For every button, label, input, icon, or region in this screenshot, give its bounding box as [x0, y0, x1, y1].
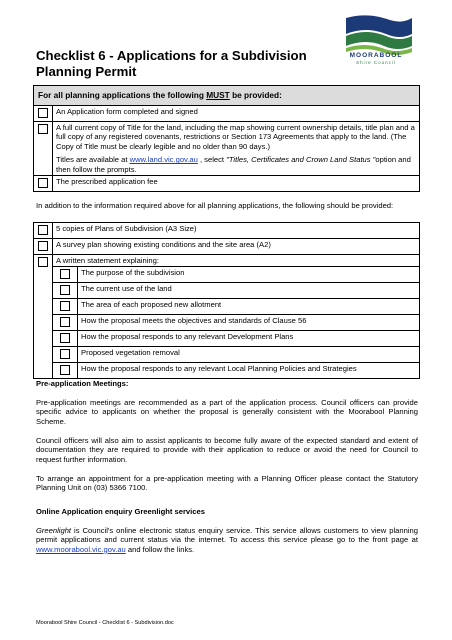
checkbox-cell	[53, 315, 78, 331]
sub-item-label: The current use of the land	[78, 283, 420, 299]
checkbox-cell	[53, 347, 78, 363]
titles-note-pre: Titles are available at	[56, 155, 130, 165]
title-line-2: Planning Permit	[36, 64, 137, 79]
sub-item-label: How the proposal responds to any relevant Local Planning Policies and Strategies	[78, 363, 420, 379]
list-item	[34, 122, 420, 176]
online-heading: Online Application enquiry Greenlight services	[36, 507, 205, 516]
checkbox[interactable]	[38, 225, 48, 235]
sub-item	[53, 347, 419, 363]
checkbox[interactable]	[38, 124, 48, 134]
checkbox-cell	[34, 176, 53, 192]
sub-item	[53, 315, 419, 331]
item-label: A survey plan showing existing conditions and the site area (A2)	[53, 239, 420, 255]
checkbox-cell	[34, 239, 53, 255]
checkbox-cell	[34, 223, 53, 239]
online-text-pre: is Council's online electronic status enquiry service. This service allows customers to view planning permit applications and current status via the internet. To access this service please go to the front page at	[36, 526, 418, 545]
checkbox-cell	[34, 106, 53, 122]
sub-item	[53, 283, 419, 299]
required-header-post: be provided:	[229, 90, 282, 100]
checkbox[interactable]	[60, 269, 70, 279]
checkbox-cell	[34, 255, 53, 379]
checkbox[interactable]	[60, 333, 70, 343]
checkbox-cell	[53, 299, 78, 315]
greenlight-italic: Greenlight	[36, 526, 72, 535]
statement-subchecklist	[53, 266, 419, 378]
titles-note-post: option and then follow the prompts.	[56, 155, 411, 174]
online-text-post: and follow the links.	[125, 544, 195, 554]
checkbox[interactable]	[38, 108, 48, 118]
land-vic-link[interactable]: www.land.vic.gov.au	[129, 155, 198, 165]
pre-app-paragraph-1: Pre-application meetings are recommended as a part of the application process. Council officers can provide specific advice to applicants on whether the proposal is generally consistent with the Moorabool Planning Scheme.	[36, 398, 418, 426]
checkbox[interactable]	[60, 317, 70, 327]
checkbox[interactable]	[38, 178, 48, 188]
checkbox[interactable]	[60, 301, 70, 311]
additional-intro: In addition to the information required above for all planning applications, the following should be provided:	[36, 201, 394, 210]
additional-checklist	[33, 222, 420, 379]
item-label: A written statement explaining:	[56, 256, 159, 265]
pre-app-heading: Pre-application Meetings:	[36, 379, 129, 388]
titles-note	[56, 155, 416, 174]
logo-tagline: Shire Council	[356, 60, 396, 65]
sub-item	[53, 363, 419, 379]
titles-note-mid: , select	[197, 155, 227, 165]
item-label: An Application form completed and signed	[53, 106, 420, 122]
title-item-text: A full current copy of Title for the land, including the map showing current ownership details, title plan and a full copy of any registered covenants, restrictions or Section 173 Agreements that apply to the land. (The Copy of Title must be clearly legible and no older than 90 days.)	[56, 123, 415, 151]
item-label: 5 copies of Plans of Subdivision (A3 Size)	[53, 223, 420, 239]
written-statement-cell	[53, 255, 420, 379]
list-item	[34, 106, 420, 122]
checkbox-cell	[34, 122, 53, 176]
sub-item	[53, 299, 419, 315]
sub-item	[53, 331, 419, 347]
required-header	[33, 85, 420, 106]
sub-item-label: Proposed vegetation removal	[78, 347, 420, 363]
sub-item-label: How the proposal responds to any relevant Development Plans	[78, 331, 420, 347]
sub-item-label: The area of each proposed new allotment	[78, 299, 420, 315]
item-label	[53, 122, 420, 176]
pre-app-paragraph-3: To arrange an appointment for a pre-application meeting with a Planning Officer please contact the Statutory Planning Unit on (03) 5366 7100.	[36, 474, 418, 493]
pre-app-paragraph-2: Council officers will also aim to assist applicants to become fully aware of the expected standard and extent of documentation they are required to provide with their application to reduce or avoid the need for Council to request further information.	[36, 436, 418, 464]
checkbox[interactable]	[38, 241, 48, 251]
list-item	[34, 255, 420, 379]
item-label: The prescribed application fee	[53, 176, 420, 192]
titles-note-italic: "Titles, Certificates and Crown Land Status "	[226, 155, 376, 165]
checkbox[interactable]	[60, 349, 70, 359]
list-item	[34, 223, 420, 239]
checkbox-cell	[53, 283, 78, 299]
title-line-1: Checklist 6 - Applications for a Subdivision	[36, 48, 307, 63]
sub-item	[53, 267, 419, 283]
required-header-must: MUST	[206, 90, 230, 100]
online-paragraph	[36, 526, 418, 554]
page-title	[36, 48, 336, 80]
checkbox-cell	[53, 331, 78, 347]
logo-name: MOORABOOL	[349, 52, 403, 59]
required-header-pre: For all planning applications the following	[38, 90, 207, 100]
checkbox[interactable]	[60, 365, 70, 375]
checkbox[interactable]	[60, 285, 70, 295]
required-checklist	[33, 105, 420, 192]
sub-item-label: How the proposal meets the objectives and standards of Clause 56	[78, 315, 420, 331]
checkbox-cell	[53, 363, 78, 379]
moorabool-link[interactable]: www.moorabool.vic.gov.au	[36, 544, 126, 554]
sub-item-label: The purpose of the subdivision	[78, 267, 420, 283]
checkbox-cell	[53, 267, 78, 283]
footer: Moorabool Shire Council - Checklist 6 - Subdivision.doc	[36, 620, 174, 626]
list-item	[34, 176, 420, 192]
checkbox[interactable]	[38, 257, 48, 267]
list-item	[34, 239, 420, 255]
